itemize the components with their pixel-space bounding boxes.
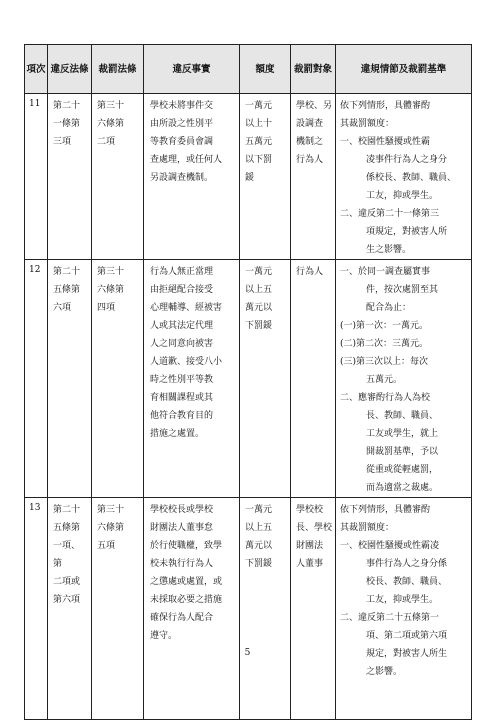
cell-line: 查處理，或任何人 xyxy=(150,155,223,165)
standard-line: 一、校園性騷擾或性霸凌 xyxy=(340,541,440,551)
header-no: 項次 xyxy=(25,45,48,94)
standard-line: 生之影響。 xyxy=(366,245,412,255)
amount-cell xyxy=(240,260,291,498)
cell-line: 二項或 xyxy=(53,577,81,587)
cell-line: 由所設之性別平 xyxy=(150,119,214,129)
cell-line: 學校、另 xyxy=(296,101,333,111)
cell-line: 一條第 xyxy=(53,119,81,129)
standard-line: 一、校園性騷擾或性霸 xyxy=(340,137,431,147)
standard-line: 校長、教師、職員、 xyxy=(366,577,448,587)
row-number: 11 xyxy=(25,94,48,260)
standard-line: 配合為止： xyxy=(366,303,412,313)
cell-line: 以上五 xyxy=(245,523,273,533)
standard-line: 之影響。 xyxy=(366,667,403,677)
cell-line: 他符合教育目的 xyxy=(150,411,214,421)
penalty-table xyxy=(24,44,472,720)
cell-line: 行為人 xyxy=(296,267,324,277)
cell-line: 鍰 xyxy=(245,173,255,183)
cell-line: 之懲處或處置，或 xyxy=(150,577,223,587)
standard-subitem: (二)第二次：三萬元。 xyxy=(340,339,429,349)
cell-line: 五萬元 xyxy=(245,137,273,147)
cell-line: 第三十 xyxy=(97,267,125,277)
target-cell xyxy=(291,498,336,720)
cell-line: 行為人 xyxy=(296,155,324,165)
cell-line: 一萬元 xyxy=(245,267,273,277)
standard-subitem: 五萬元。 xyxy=(366,375,403,385)
cell-line: 第 xyxy=(53,559,63,569)
law-cell xyxy=(48,498,92,720)
cell-line: 其裁罰額度： xyxy=(340,119,395,129)
cell-line: 育相關課程或其 xyxy=(150,393,214,403)
amount-cell xyxy=(240,94,291,260)
cell-line: 依下列情形，具體審酌 xyxy=(340,101,431,111)
standard-line: 一、於同一調查屬實事 xyxy=(340,267,431,277)
cell-line: 於行使職權，致學 xyxy=(150,541,223,551)
header-row xyxy=(25,45,472,94)
standard-cell xyxy=(336,260,472,498)
penalty-law-cell xyxy=(92,260,144,498)
cell-line: 第三十 xyxy=(97,505,125,515)
standard-line: 而為適當之裁處。 xyxy=(366,483,439,493)
header-law: 違反法條 xyxy=(48,45,92,94)
cell-line: 五項 xyxy=(97,541,116,551)
cell-line: 五條第 xyxy=(53,523,81,533)
cell-line: 學校校 xyxy=(296,505,324,515)
standard-line: 凌事件行為人之身分 xyxy=(366,155,448,165)
table-row xyxy=(25,94,472,260)
cell-line: 另設調查機制。 xyxy=(150,173,214,183)
cell-line: 未採取必要之措施 xyxy=(150,595,223,605)
standard-line: 件，按次處罰至其 xyxy=(366,285,439,295)
cell-line: 措施之處置。 xyxy=(150,429,205,439)
facts-cell xyxy=(144,498,240,720)
cell-line: 萬元以 xyxy=(245,541,273,551)
standard-line: 二、違反第二十五條第一 xyxy=(340,613,440,623)
cell-line: 確保行為人配合 xyxy=(150,613,214,623)
standard-line: 開裁罰基準，予以 xyxy=(366,447,439,457)
cell-line: 第二十 xyxy=(53,267,81,277)
standard-line: 工友，抑或學生。 xyxy=(366,191,439,201)
cell-line: 長、學校 xyxy=(296,523,333,533)
cell-line: 五條第 xyxy=(53,285,81,295)
cell-line: 人董事 xyxy=(296,559,324,569)
standard-line: 係校長、教師、職員、 xyxy=(366,173,457,183)
page-number: 5 xyxy=(244,648,251,658)
target-cell xyxy=(291,260,336,498)
cell-line: 以上十 xyxy=(245,119,273,129)
standard-line: 從重或從輕處罰， xyxy=(366,465,439,475)
cell-line: 人道歉、接受八小 xyxy=(150,357,223,367)
cell-line: 學校未將事件交 xyxy=(150,101,214,111)
cell-line: 校未執行行為人 xyxy=(150,559,214,569)
cell-line: 依下列情形，具體審酌 xyxy=(340,505,431,515)
cell-line: 設調查 xyxy=(296,119,324,129)
cell-line: 其裁罰額度： xyxy=(340,523,395,533)
table-row xyxy=(25,498,472,720)
standard-cell xyxy=(336,94,472,260)
cell-line: 財團法 xyxy=(296,541,324,551)
facts-cell xyxy=(144,94,240,260)
cell-line: 遵守。 xyxy=(150,631,178,641)
standard-line: 工友或學生，就上 xyxy=(366,429,439,439)
cell-line: 等教育委員會調 xyxy=(150,137,214,147)
header-target: 裁罰對象 xyxy=(291,45,336,94)
cell-line: 六條第 xyxy=(97,285,125,295)
cell-line: 一萬元 xyxy=(245,101,273,111)
standard-line: 工友，抑或學生。 xyxy=(366,595,439,605)
cell-line: 時之性別平等教 xyxy=(150,375,214,385)
cell-line: 第二十 xyxy=(53,101,81,111)
standard-line: 事件行為人之身分係 xyxy=(366,559,448,569)
standard-line: 長、教師、職員、 xyxy=(366,411,439,421)
cell-line: 行為人無正當理 xyxy=(150,267,214,277)
cell-line: 財團法人董事怠 xyxy=(150,523,214,533)
cell-line: 第三十 xyxy=(97,101,125,111)
cell-line: 六條第 xyxy=(97,119,125,129)
cell-line: 二項 xyxy=(97,137,116,147)
target-cell xyxy=(291,94,336,260)
standard-cell xyxy=(336,498,472,720)
standard-line: 規定，對被害人所生 xyxy=(366,649,448,659)
cell-line: 第二十 xyxy=(53,505,81,515)
cell-line: 一萬元 xyxy=(245,505,273,515)
cell-line: 心理輔導、經被害 xyxy=(150,303,223,313)
facts-cell xyxy=(144,260,240,498)
cell-line: 三項 xyxy=(53,137,72,147)
cell-line: 下罰鍰 xyxy=(245,559,273,569)
penalty-law-cell xyxy=(92,94,144,260)
cell-line: 學校校長或學校 xyxy=(150,505,214,515)
standard-line: 二、應審酌行為人為校 xyxy=(340,393,431,403)
row-number: 12 xyxy=(25,260,48,498)
law-cell xyxy=(48,260,92,498)
cell-line: 六項 xyxy=(53,303,72,313)
cell-line: 機制之 xyxy=(296,137,324,147)
header-facts: 違反事實 xyxy=(144,45,240,94)
penalty-law-cell xyxy=(92,498,144,720)
cell-line: 人或其法定代理 xyxy=(150,321,214,331)
standard-subitem: (三)第三次以上：每次 xyxy=(340,357,429,367)
table-row xyxy=(25,260,472,498)
header-penalty-law: 裁罰法條 xyxy=(92,45,144,94)
cell-line: 由拒絕配合接受 xyxy=(150,285,214,295)
standard-subitem: (一)第一次：一萬元。 xyxy=(340,321,429,331)
cell-line: 下罰鍰 xyxy=(245,321,273,331)
cell-line: 一項、 xyxy=(53,541,81,551)
row-number: 13 xyxy=(25,498,48,720)
cell-line: 萬元以 xyxy=(245,303,273,313)
amount-cell xyxy=(240,498,291,720)
standard-line: 項規定，對被害人所 xyxy=(366,227,448,237)
cell-line: 六條第 xyxy=(97,523,125,533)
cell-line: 以上五 xyxy=(245,285,273,295)
header-standard: 違規情節及裁罰基準 xyxy=(336,45,472,94)
header-amount: 額度 xyxy=(240,45,291,94)
cell-line: 第六項 xyxy=(53,595,81,605)
cell-line: 人之同意向被害 xyxy=(150,339,214,349)
standard-line: 二、違反第二十一條第三 xyxy=(340,209,440,219)
law-cell xyxy=(48,94,92,260)
cell-line: 以下罰 xyxy=(245,155,273,165)
standard-line: 項、第二項或第六項 xyxy=(366,631,448,641)
cell-line: 四項 xyxy=(97,303,116,313)
